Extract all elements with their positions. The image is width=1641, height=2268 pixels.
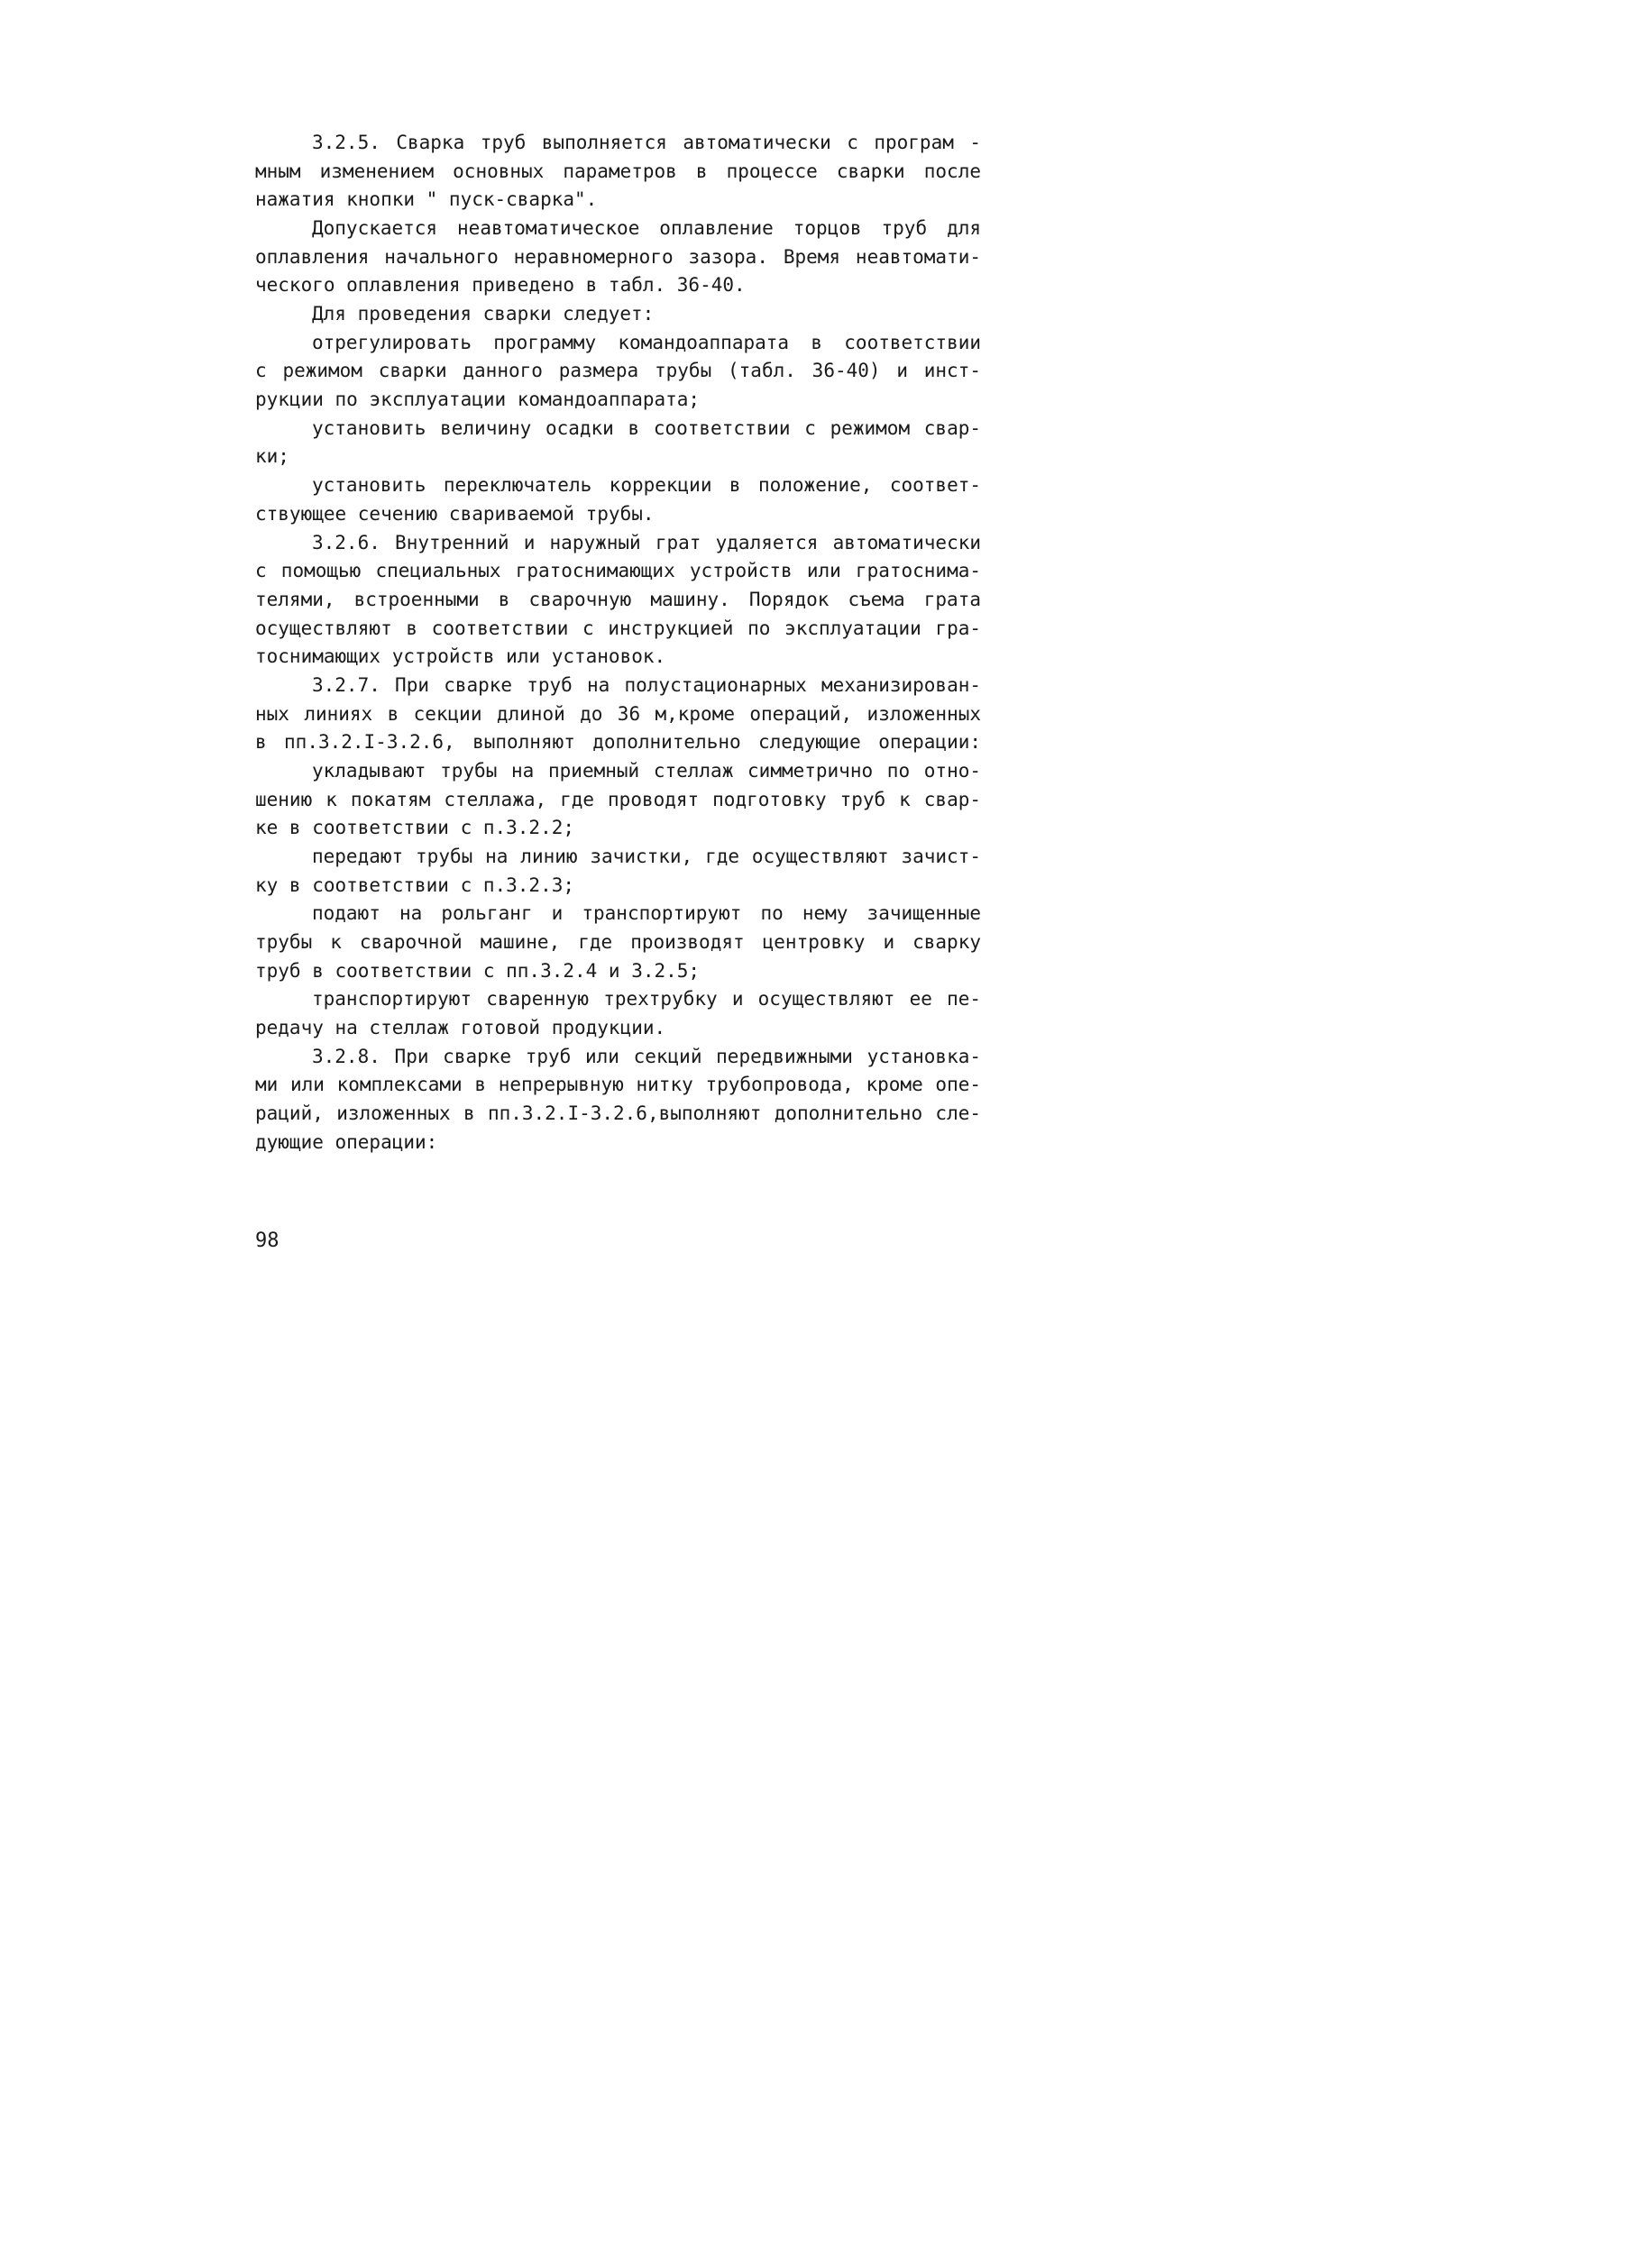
text-line: транспортируют сваренную трехтрубку и осуществляют ее пе-	[312, 988, 981, 1011]
text-line: установить переключатель коррекции в положение, соответ-	[312, 474, 981, 497]
text-line: оплавления начального неравномерного зазора. Время неавтомати-	[255, 245, 981, 268]
text-line: Допускается неавтоматическое оплавление торцов труб для	[312, 217, 981, 240]
text-line: 3.2.6. Внутренний и наружный грат удаляется автоматически	[312, 531, 981, 553]
text-line: ке в соответствии с п.3.2.2;	[255, 817, 575, 839]
text-line: 3.2.8. При сварке труб или секций передвижными установка-	[312, 1045, 981, 1067]
text-line: ствующее сечению свариваемой трубы.	[255, 502, 655, 525]
text-line: ных линиях в секции длиной до 36 м,кроме операций, изложенных	[255, 702, 981, 725]
text-line: дующие операции:	[255, 1130, 438, 1153]
text-line: передают трубы на линию зачистки, где осуществляют зачист-	[312, 846, 981, 867]
document-page	[0, 0, 1025, 1417]
text-line: рукции по эксплуатации командоаппарата;	[255, 389, 701, 411]
text-line: с режимом сварки данного размера трубы (табл. 36-40) и инст-	[255, 360, 981, 382]
text-line: тоснимающих устройств или установок.	[255, 645, 666, 668]
text-line: трубы к сварочной машине, где производят центровку и сварку	[255, 931, 981, 954]
text-line: мным изменением основных параметров в процессе сварки после	[255, 160, 981, 182]
text-line: ческого оплавления приведено в табл. 36-40.	[255, 274, 746, 297]
text-line: укладывают трубы на приемный стеллаж симметрично по отно-	[312, 759, 981, 782]
text-line: осуществляют в соответствии с инструкцией по эксплуатации гра-	[255, 617, 981, 639]
page-number: 98	[255, 1230, 280, 1252]
text-line: подают на рольганг и транспортируют по нему зачищенные	[312, 902, 981, 925]
text-line: раций, изложенных в пп.3.2.I-3.2.6,выполняют дополнительно сле-	[255, 1102, 981, 1125]
text-line: 3.2.5. Сварка труб выполняется автоматически с програм -	[312, 132, 981, 153]
text-line: установить величину осадки в соответствии с режимом свар-	[312, 416, 981, 439]
text-line: ми или комплексами в непрерывную нитку трубопровода, кроме опе-	[255, 1074, 981, 1096]
text-line: редачу на стеллаж готовой продукции.	[255, 1017, 666, 1039]
text-line: нажатия кнопки " пуск-сварка".	[255, 188, 598, 211]
text-line: ки;	[255, 445, 289, 468]
text-line: шению к покатям стеллажа, где проводят подготовку труб к свар-	[255, 788, 981, 810]
text-line: 3.2.7. При сварке труб на полустационарных механизирован-	[312, 673, 981, 696]
text-line: телями, встроенными в сварочную машину. Порядок съема грата	[255, 588, 981, 610]
text-line: труб в соответствии с пп.3.2.4 и 3.2.5;	[255, 959, 701, 982]
text-line: ку в соответствии с п.3.2.3;	[255, 873, 575, 896]
text-line: в пп.3.2.I-3.2.6, выполняют дополнительно следующие операции:	[255, 731, 981, 754]
text-line: Для проведения сварки следует:	[312, 303, 655, 325]
text-line: отрегулировать программу командоаппарата в соответствии	[312, 331, 981, 353]
text-line: с помощью специальных гратоснимающих устройств или гратоснима-	[255, 560, 981, 582]
